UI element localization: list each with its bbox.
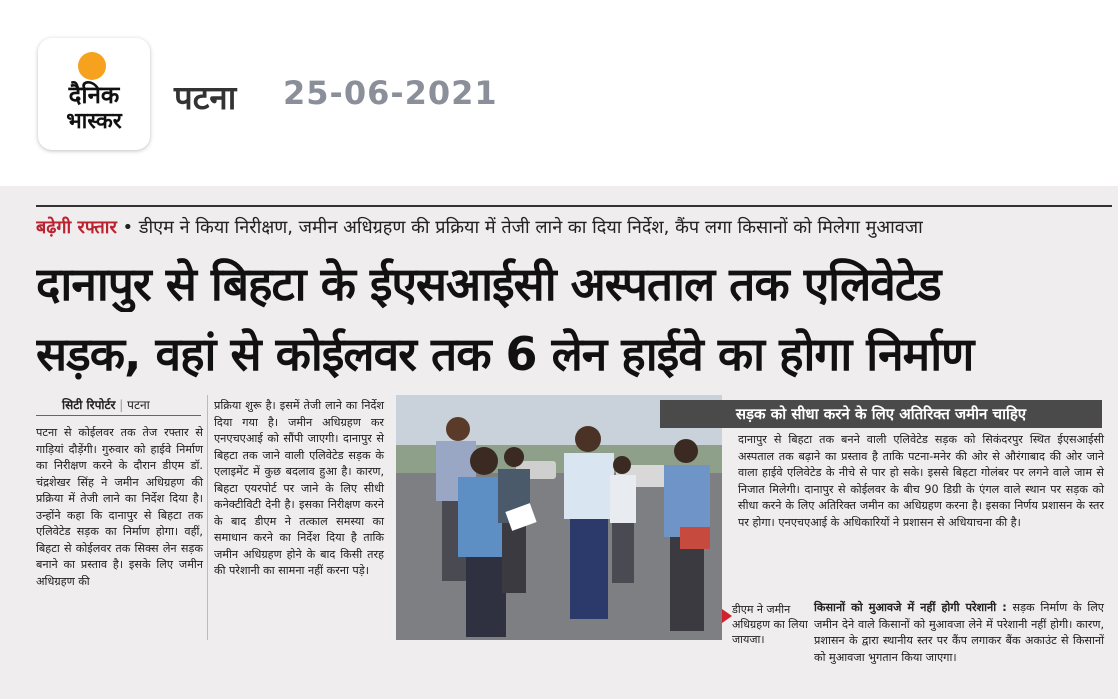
logo-text-line1: दैनिक bbox=[68, 81, 120, 109]
byline-location: पटना bbox=[127, 398, 150, 412]
byline-separator: | bbox=[115, 398, 128, 412]
column-1-text: पटना से कोईलवर तक तेज रफ्तार से गाड़ियां दौड़ेंगी। गुरुवार को हाईवे निर्माण का निरीक्षण करने के दौरान डीएम डॉ. चंद्रशेखर सिंह ने जमीन अधिग्रहण की प्रक्रिया में तेजी लाने का निर्देश दिया है। उन्होंने कहा कि दानापुर से बिहटा तक एलिवेटेड सड़क का निर्माण होगा। वहीं, बिहटा से कोईलवर तक सिक्स लेन सड़क बनाने का प्रस्ताव है। इसके लिए जमीन अधिग्रहण की bbox=[36, 426, 203, 588]
section-banner: सड़क को सीधा करने के लिए अतिरिक्त जमीन चाहिए bbox=[660, 400, 1102, 428]
kicker-line bbox=[36, 215, 1116, 239]
column-divider bbox=[207, 395, 208, 640]
article-column-3 bbox=[738, 432, 1104, 531]
article-column-2 bbox=[214, 398, 384, 580]
top-rule bbox=[36, 205, 1112, 207]
byline bbox=[62, 396, 150, 413]
sun-icon bbox=[78, 52, 106, 80]
headline-line-2: सड़क, वहां से कोईलवर तक 6 लेन हाईवे का होगा निर्माण bbox=[36, 327, 974, 381]
headline-line-1: दानापुर से बिहटा के ईएसआईसी अस्पताल तक एलिवेटेड bbox=[36, 257, 941, 311]
column-2-text: प्रक्रिया शुरू है। इसमें तेजी लाने का निर्देश दिया गया है। जमीन अधिग्रहण कर एनएचएआई को सौंपी जाएगी। दानापुर से बिहटा तक जाने वाली एलिवेटेड सड़क के एलाइमेंट में कुछ बदलाव हुआ है। कारण, बिहटा एयरपोर्ट पर जाने के लिए सीधी कनेक्टीविटी देनी है। इसका निरीक्षण करने के बाद डीएम ने तत्काल समस्या का समाधान करने का निर्देश दिया है ताकि जमीन अधिग्रहण होने के बाद किसी तरह की परेशानी का सामना नहीं करना पड़े। bbox=[214, 399, 384, 577]
edition-city: पटना bbox=[174, 78, 237, 117]
edition-date: 25-06-2021 bbox=[283, 74, 498, 112]
photo-caption: डीएम ने जमीन अधिग्रहण का लिया जायजा। bbox=[732, 603, 808, 646]
column-4-text: सड़क निर्माण के लिए जमीन देने वाले किसानों को मुआवजा लेने में परेशानी नहीं होगी। कारण, प्रशासन के द्वारा स्थानीय स्तर पर कैंप लगाकर बैंक अकाउंट से किसानों को मुआवजा भुगतान किया जाएगा। bbox=[814, 601, 1104, 664]
column-4-lead: किसानों को मुआवजे में नहीं होगी परेशानी : bbox=[814, 601, 1007, 614]
kicker-text: • डीएम ने किया निरीक्षण, जमीन अधिग्रहण की प्रक्रिया में तेजी लाने का दिया निर्देश, कैंप लगा किसानों को मिलेगा मुआवजा bbox=[116, 217, 923, 238]
byline-rule bbox=[36, 415, 201, 416]
column-4-paragraph bbox=[814, 600, 1104, 666]
inspection-photo bbox=[396, 395, 722, 640]
article-column-4 bbox=[814, 600, 1104, 666]
logo-text-line2: भास्कर bbox=[66, 109, 122, 134]
article-column-1 bbox=[36, 425, 203, 590]
kicker-tag: बढ़ेगी रफ्तार bbox=[36, 217, 117, 238]
byline-name: सिटी रिपोर्टर bbox=[62, 398, 116, 412]
caption-arrow-icon bbox=[722, 609, 732, 623]
page-header bbox=[0, 0, 1118, 180]
dainik-bhaskar-logo bbox=[38, 38, 150, 150]
column-3-text: दानापुर से बिहटा तक बनने वाली एलिवेटेड सड़क को सिकंदरपुर स्थित ईएसआईसी अस्पताल तक बढ़ाने का प्रस्ताव है ताकि पटना-मनेर की ओर से औरंगाबाद की ओर जाने वाला हाईवे एलिवेटेड के नीचे से पार हो सके। इससे बिहटा गोलंबर पर लगने वाले जाम से निजात मिलेगी। दानापुर से कोईलवर के बीच 90 डिग्री के एंगल वाले स्थान पर सड़क को सीधा करने के लिए अतिरिक्त जमीन का अधिग्रहण करना है। इसका निर्णय प्रशासन के स्तर पर होगा। एनएचएआई के अधिकारियों ने प्रशासन से अधियाचना की है। bbox=[738, 433, 1104, 529]
